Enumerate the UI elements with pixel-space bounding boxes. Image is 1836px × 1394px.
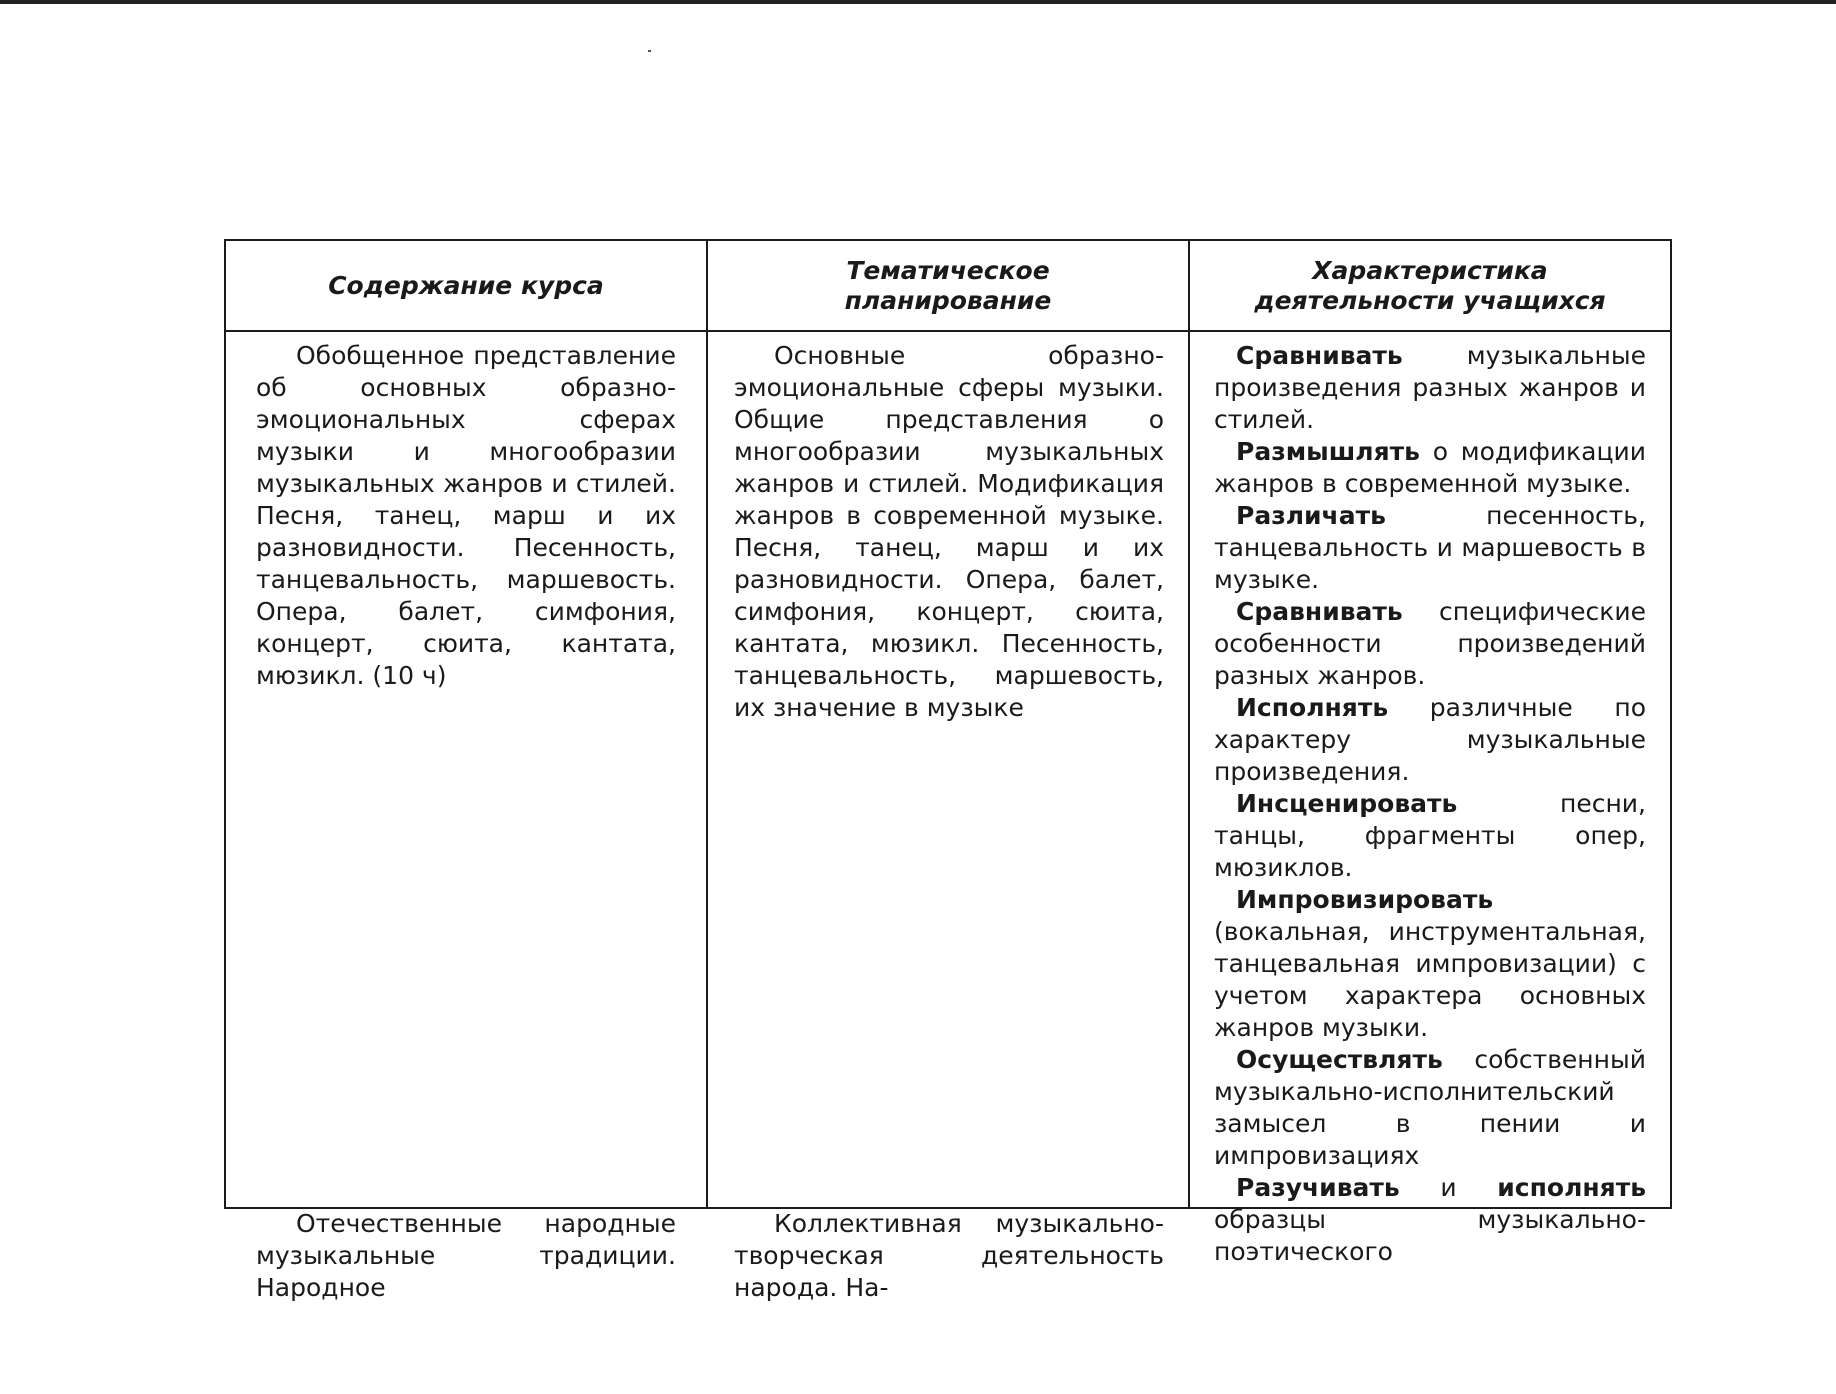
curriculum-table [224, 239, 1672, 1302]
header-thematic-planning [708, 241, 1190, 330]
course-content-block-2: Отечественные народные музыкальные традиции. Народное [256, 1209, 676, 1302]
header-activity-line2: деятельности учащихся [1254, 285, 1606, 315]
header-thematic-line2: планирование [844, 285, 1052, 315]
header-student-activity [1190, 241, 1670, 330]
header-activity-line1: Характеристика [1312, 255, 1548, 285]
student-activity-cell [1190, 332, 1670, 1266]
table-body-row [226, 332, 1670, 1302]
activity-item: Осуществлять собственный музыкально-исполнительский замысел в пении и импровизациях [1214, 1045, 1646, 1170]
activity-item: Различать песенность, танцевальность и маршевость в музыке. [1214, 501, 1646, 594]
activity-item: Инсценировать песни, танцы, фрагменты опер, мюзиклов. [1214, 789, 1646, 882]
scan-speck [648, 50, 651, 52]
thematic-planning-cell [708, 332, 1190, 1302]
scan-top-edge [0, 0, 1836, 4]
table-header-row [226, 241, 1670, 332]
course-content-cell [226, 332, 708, 1302]
activity-list [1190, 340, 1670, 1268]
activity-item: Сравнивать специфические особенности произведений разных жанров. [1214, 597, 1646, 690]
thematic-block-2: Коллективная музыкально-творческая деятельность народа. На- [734, 1209, 1164, 1302]
activity-item: Исполнять различные по характеру музыкальные произведения. [1214, 693, 1646, 786]
activity-item: Сравнивать музыкальные произведения разных жанров и стилей. [1214, 341, 1646, 434]
header-course-content: Содержание курса [226, 241, 708, 330]
thematic-block-1: Основные образно-эмоциональные сферы музыки. Общие представления о многообразии музыкальных жанров и стилей. Модификация жанров в современной музыке. Песня, танец, марш и их разновидности. Опера, балет, симфония, концерт, сюита, кантата, мюзикл. Песенность, танцевальность, маршевость, их значение в музыке [734, 341, 1164, 722]
header-thematic-line1: Тематическое [846, 255, 1050, 285]
course-content-block-1: Обобщенное представление об основных образно-эмоциональных сферах музыки и многообразии музыкальных жанров и стилей. Песня, танец, марш и их разновидности. Песенность, танцевальность, маршевость. Опера, балет, симфония, концерт, сюита, кантата, мюзикл. (10 ч) [256, 341, 676, 690]
activity-item: Размышлять о модификации жанров в современной музыке. [1214, 437, 1646, 498]
activity-item-last: Разучивать и исполнять образцы музыкально-поэтического [1214, 1173, 1646, 1266]
activity-item: Импровизировать (вокальная, инструментальная, танцевальная импровизации) с учетом характера основных жанров музыки. [1214, 885, 1646, 1042]
